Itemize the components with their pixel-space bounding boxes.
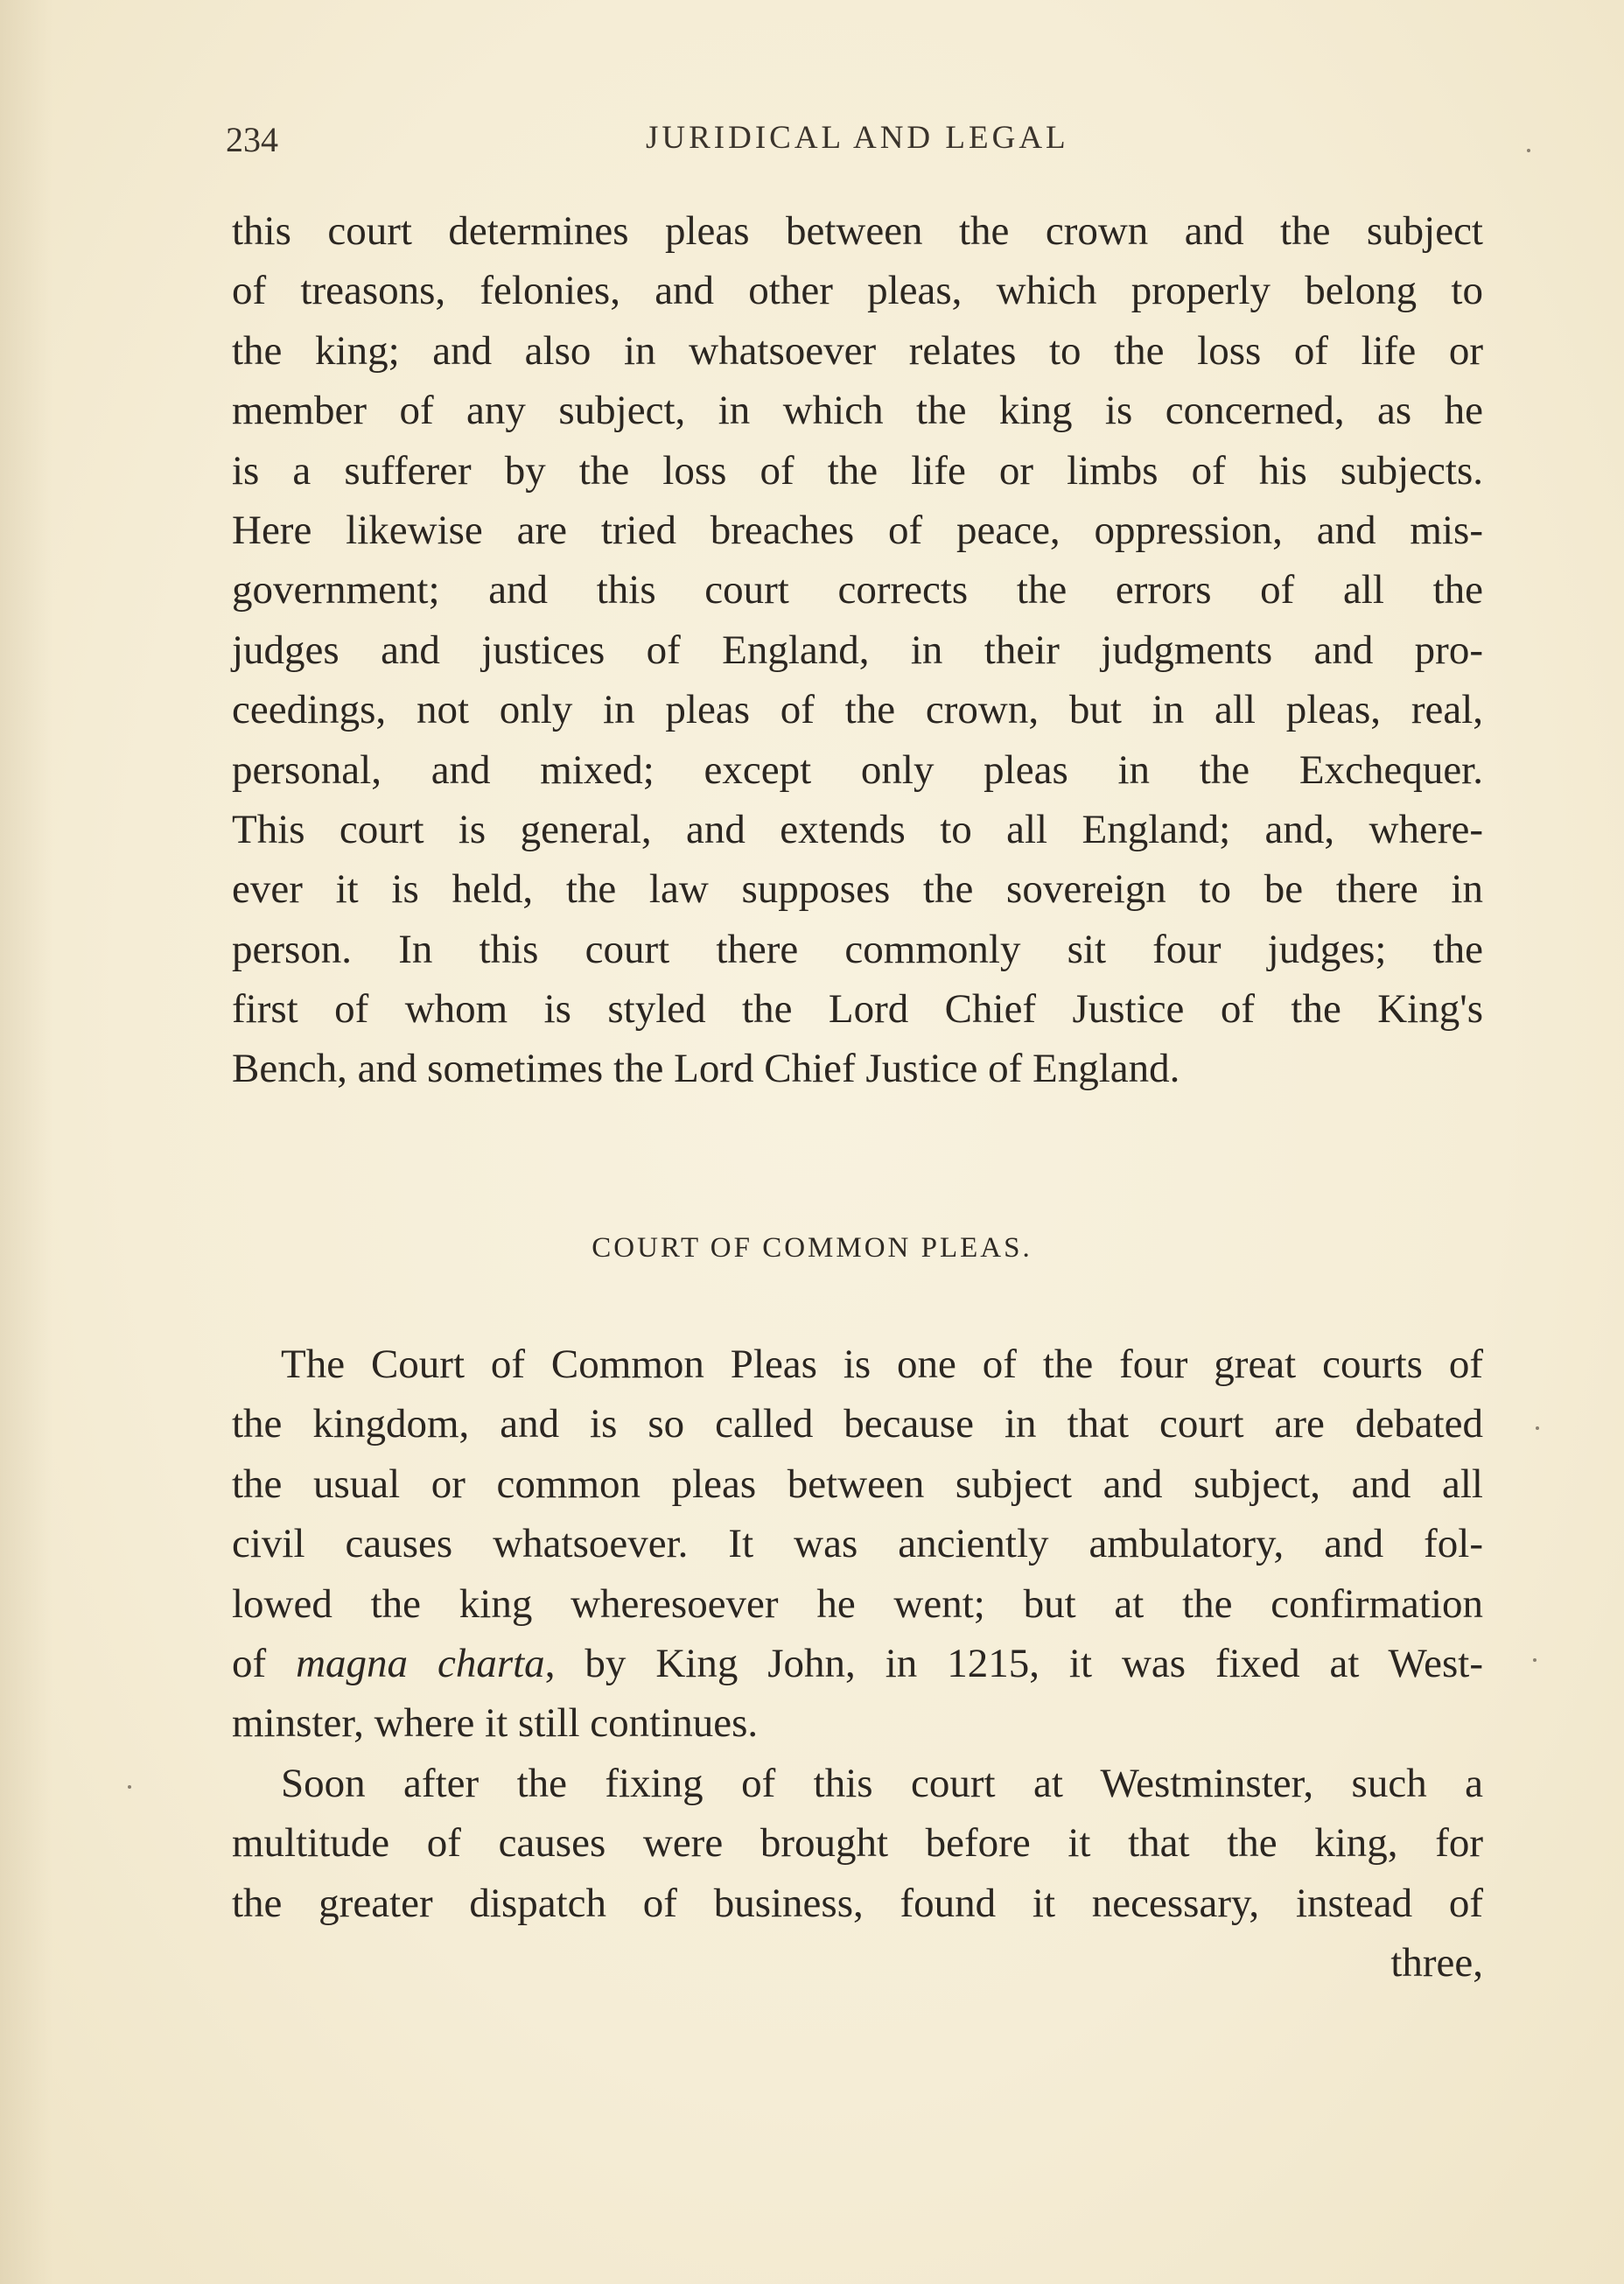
text-line: Bench, and sometimes the Lord Chief Justice of England. (232, 1046, 1180, 1092)
italic-term: magna charta (296, 1640, 545, 1686)
text-line: first of whom is styled the Lord Chief Justice of the King's (232, 986, 1483, 1033)
paper-speck (1527, 149, 1530, 152)
text-line: ceedings, not only in pleas of the crown, but in all pleas, real, (232, 687, 1483, 733)
paper-speck (1536, 1426, 1539, 1430)
paragraph-kings-bench (232, 201, 1483, 1099)
text-line: judges and justices of England, in their judgments and pro- (232, 627, 1483, 673)
text-line: ever it is held, the law supposes the sovereign to be there in (232, 866, 1483, 913)
text-line: this court determines pleas between the crown and the subject (232, 208, 1483, 254)
text-line: personal, and mixed; except only pleas in the Exchequer. (232, 746, 1483, 793)
paragraph-common-pleas (232, 1335, 1483, 1993)
text-line: minster, where it still continues. (232, 1700, 759, 1747)
text-line: lowed the king wheresoever he went; but at the confirmation (232, 1580, 1483, 1627)
text-line: multitude of causes were brought before it that the king, for (232, 1820, 1483, 1867)
section-heading: COURT OF COMMON PLEAS. (592, 1232, 1032, 1264)
text-line: member of any subject, in which the king is concerned, as he (232, 388, 1483, 434)
text-line-magna-charta (232, 1634, 1483, 1693)
paper-speck (1533, 1658, 1536, 1662)
text-line: the usual or common pleas between subject and subject, and all (232, 1461, 1483, 1507)
text-fragment: of (232, 1640, 297, 1686)
text-line: person. In this court there commonly sit four judges; the (232, 926, 1483, 972)
page-edge-shadow (0, 0, 52, 2284)
text-line: the greater dispatch of business, found it necessary, instead of (232, 1880, 1483, 1926)
text-line: This court is general, and extends to all England; and, where- (232, 806, 1483, 852)
text-line: civil causes whatsoever. It was anciently ambulatory, and fol- (232, 1521, 1483, 1567)
page-header (226, 119, 1468, 172)
text-line: The Court of Common Pleas is one of the four great courts of (281, 1342, 1483, 1387)
catchword: three, (1390, 1939, 1483, 1986)
text-line: Soon after the fixing of this court at Westminster, such a (281, 1760, 1483, 1806)
text-line: the king; and also in whatsoever relates to the loss of life or (232, 327, 1483, 374)
text-line: government; and this court corrects the errors of all the (232, 567, 1483, 613)
text-line: of treasons, felonies, and other pleas, which properly belong to (232, 268, 1483, 314)
text-line: the kingdom, and is so called because in that court are debated (232, 1401, 1483, 1447)
running-head: JURIDICAL AND LEGAL (646, 120, 1069, 156)
text-line: Here likewise are tried breaches of peace, oppression, and mis- (232, 507, 1483, 553)
page-number: 234 (226, 120, 278, 159)
paper-speck (128, 1785, 131, 1789)
text-fragment: , by King John, in 1215, it was fixed at West- (544, 1640, 1483, 1686)
text-line: is a sufferer by the loss of the life or limbs of his subjects. (232, 447, 1483, 494)
